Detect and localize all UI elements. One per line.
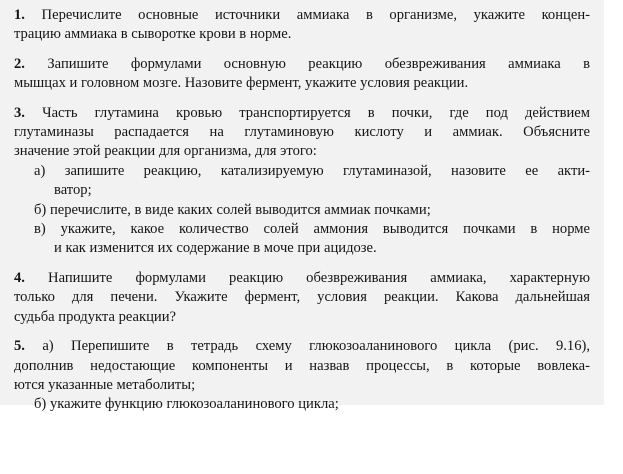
sub-item-text: перечислите, в виде каких солей выводится аммиак почками;	[49, 201, 431, 218]
sub-item-text: укажите, какое количество солей аммония выводится почками в норме	[60, 221, 590, 238]
question-text-line: ются указанные метаболиты;	[14, 376, 196, 393]
question-5	[14, 337, 590, 415]
sub-item-text: и как изменится их содержание в моче при ацидозе.	[54, 240, 377, 257]
sub-item-marker: а)	[34, 162, 46, 179]
question-1	[14, 6, 590, 45]
question-text-line: значение этой реакции для организма, для этого:	[14, 143, 317, 160]
question-text-line: мышцах и головном мозге. Назовите фермент, укажите условия реакции.	[14, 75, 469, 92]
question-text-line: только для печени. Укажите фермент, условия реакции. Какова дальнейшая	[14, 289, 590, 306]
question-text-line: Перечислите основные источники аммиака в организме, укажите концен-	[41, 7, 590, 23]
question-text-line: дополнив недостающие компоненты и назвав процессы, в которые вовлека-	[14, 357, 590, 374]
question-text-line: глутаминазы распадается на глутаминовую кислоту и аммиак. Объясните	[14, 124, 590, 141]
question-number: 4.	[14, 269, 25, 286]
question-text-line: Запишите формулами основную реакцию обезвреживания аммиака в	[47, 55, 590, 72]
sub-item-text: ватор;	[54, 182, 92, 199]
question-text-line: трацию аммиака в сыворотке крови в норме.	[14, 26, 292, 43]
sub-item-marker: б)	[34, 396, 47, 413]
sub-item-text: укажите функцию глюкозоаланинового цикла;	[49, 396, 339, 413]
sub-item-c	[14, 220, 590, 259]
question-text-line: Часть глутамина кровью транспортируется в почки, где под действием	[42, 104, 590, 121]
question-2	[14, 55, 590, 94]
sub-item-b	[14, 201, 590, 220]
question-number: 5.	[14, 338, 25, 355]
question-number: 3.	[14, 104, 25, 121]
sub-item-b	[14, 395, 590, 414]
question-text-line: Напишите формулами реакцию обезвреживания аммиака, характерную	[48, 269, 590, 286]
question-3	[14, 104, 590, 259]
question-number: 2.	[14, 55, 25, 72]
sub-item-marker: б)	[34, 201, 47, 218]
sub-item-text: запишите реакцию, катализируемую глутаминазой, назовите ее акти-	[64, 162, 590, 179]
question-text-line: а) Перепишите в тетрадь схему глюкозоаланинового цикла (рис. 9.16),	[42, 338, 591, 355]
question-text-line: судьба продукта реакции?	[14, 308, 177, 325]
question-4	[14, 269, 590, 327]
sub-item-marker: в)	[34, 221, 46, 238]
sub-item-a	[14, 162, 590, 201]
question-number: 1.	[14, 7, 25, 23]
